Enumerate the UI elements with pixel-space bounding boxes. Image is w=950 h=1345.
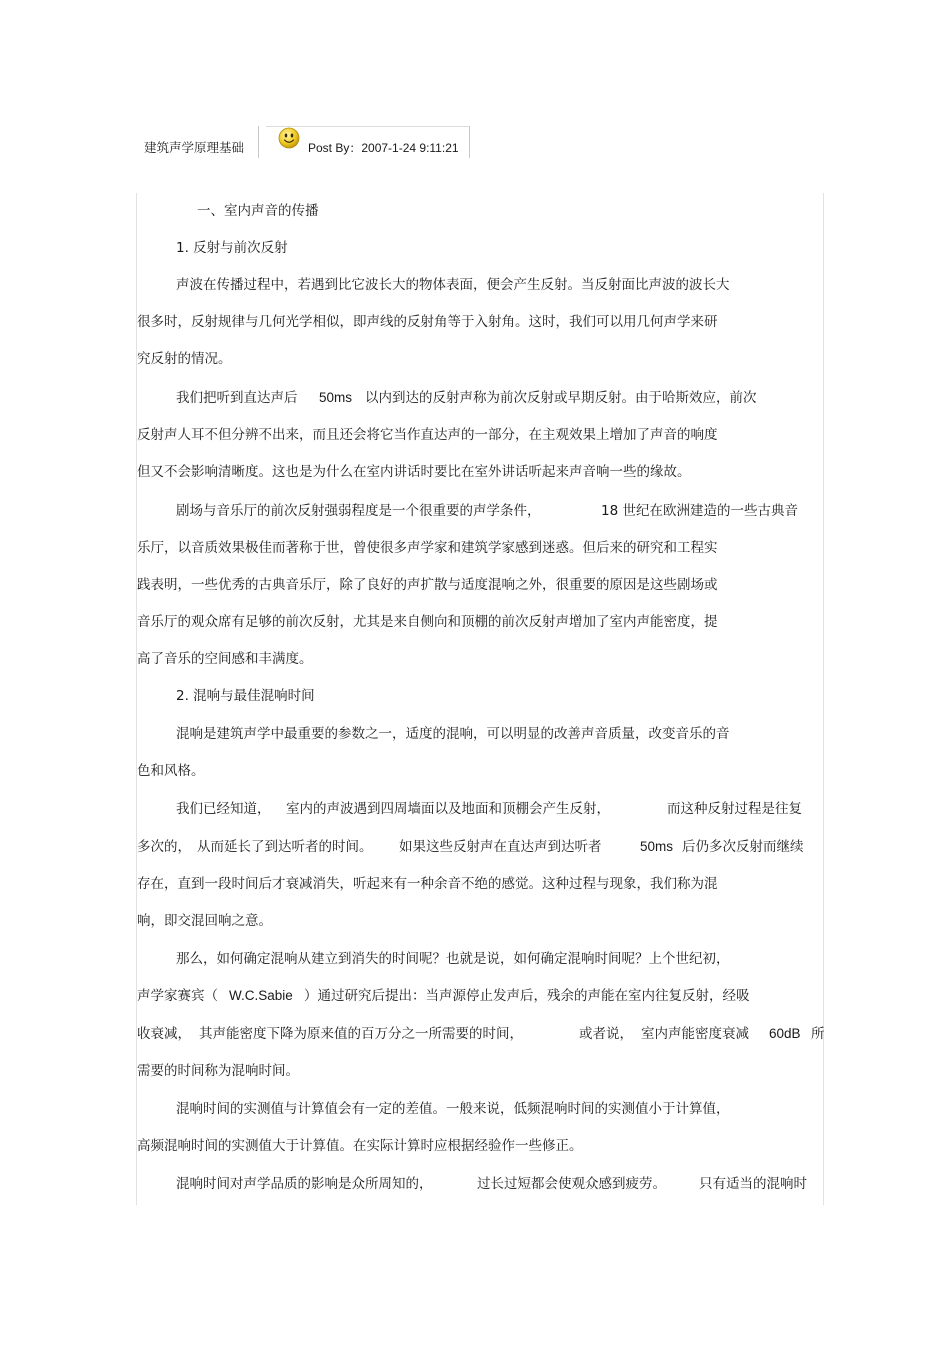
- paragraph-line: 混响时间的实测值与计算值会有一定的差值。一般来说，低频混响时间的实测值小于计算值，: [176, 1101, 730, 1117]
- paragraph-value: 50ms: [319, 390, 353, 405]
- subsection-title-2: 2. 混响与最佳混响时间: [176, 688, 315, 704]
- paragraph-line: 色和风格。: [137, 763, 205, 779]
- paragraph-line: 室内的声波遇到四周墙面以及地面和顶棚会产生反射，: [286, 801, 610, 817]
- paragraph-line: 反射声人耳不但分辨不出来，而且还会将它当作直达声的一部分，在主观效果上增加了声音的响度: [137, 427, 718, 443]
- post-meta-cell: [266, 126, 470, 158]
- paragraph-line: 从而延长了到达听者的时间。: [197, 839, 373, 855]
- paragraph-value: 60dB: [769, 1026, 801, 1041]
- paragraph-value: W.C.Sabie: [229, 988, 293, 1003]
- article-body: [136, 193, 824, 1205]
- paragraph-line: 多次的，: [137, 839, 191, 855]
- post-title-cell: [136, 126, 259, 158]
- paragraph-line: ）通过研究后提出：当声源停止发声后，残余的声能在室内往复反射，经吸: [304, 988, 750, 1004]
- paragraph-line: 如果这些反射声在直达声到达听者: [399, 839, 602, 855]
- paragraph-line: 乐厅，以音质效果极佳而著称于世，曾使很多声学家和建筑学家感到迷惑。但后来的研究和工程实: [137, 540, 718, 556]
- paragraph-line: 剧场与音乐厅的前次反射强弱程度是一个很重要的声学条件，: [176, 503, 541, 519]
- paragraph-line: 过长过短都会使观众感到疲劳。: [477, 1176, 666, 1192]
- post-by-text: Post By：2007-1-24 9:11:21: [308, 141, 459, 155]
- paragraph-line: 但又不会影响清晰度。这也是为什么在室内讲话时要比在室外讲话听起来声音响一些的缘故。: [137, 464, 691, 480]
- paragraph-line: 声学家赛宾（: [137, 988, 218, 1004]
- paragraph-line: 其声能密度下降为原来值的百万分之一所需要的时间，: [199, 1026, 523, 1042]
- paragraph-value: 50ms: [640, 839, 674, 854]
- paragraph-line: 以内到达的反射声称为前次反射或早期反射。由于哈斯效应，前次: [365, 390, 757, 406]
- paragraph-line: 高了音乐的空间感和丰满度。: [137, 651, 313, 667]
- section-heading: 一、室内声音的传播: [197, 203, 319, 219]
- paragraph-line: 践表明，一些优秀的古典音乐厅，除了良好的声扩散与适度混响之外，很重要的原因是这些剧场或: [137, 577, 718, 593]
- paragraph-line: 很多时，反射规律与几何光学相似，即声线的反射角等于入射角。这时，我们可以用几何声学来研: [137, 314, 718, 330]
- paragraph-line: 18 世纪在欧洲建造的一些古典音: [601, 503, 798, 519]
- paragraph-line: 所: [811, 1026, 825, 1042]
- paragraph-line: 响，即交混回响之意。: [137, 913, 272, 929]
- paragraph-line: 室内声能密度衰减: [641, 1026, 749, 1042]
- paragraph-line: 而这种反射过程是往复: [667, 801, 802, 817]
- paragraph-line: 需要的时间称为混响时间。: [137, 1063, 299, 1079]
- paragraph-line: 或者说，: [579, 1026, 633, 1042]
- paragraph-line: 混响是建筑声学中最重要的参数之一，适度的混响，可以明显的改善声音质量，改变音乐的音: [176, 726, 730, 742]
- smiley-icon: [278, 127, 300, 149]
- paragraph-line: 只有适当的混响时: [699, 1176, 807, 1192]
- post-header: [136, 126, 470, 158]
- paragraph-line: 那么，如何确定混响从建立到消失的时间呢？也就是说，如何确定混响时间呢？上个世纪初，: [176, 951, 730, 967]
- paragraph-line: 声波在传播过程中，若遇到比它波长大的物体表面，便会产生反射。当反射面比声波的波长大: [176, 277, 730, 293]
- paragraph-line: 音乐厅的观众席有足够的前次反射，尤其是来自侧向和顶棚的前次反射声增加了室内声能密度，提: [137, 614, 718, 630]
- post-title: 建筑声学原理基础: [144, 140, 245, 155]
- paragraph-line: 混响时间对声学品质的影响是众所周知的，: [176, 1176, 433, 1192]
- paragraph-line: 我们把听到直达声后: [176, 390, 298, 406]
- paragraph-line: 高频混响时间的实测值大于计算值。在实际计算时应根据经验作一些修正。: [137, 1138, 583, 1154]
- paragraph-line: 究反射的情况。: [137, 351, 232, 367]
- paragraph-line: 收衰减，: [137, 1026, 191, 1042]
- paragraph-line: 后仍多次反射而继续: [682, 839, 804, 855]
- paragraph-line: 存在，直到一段时间后才衰减消失，听起来有一种余音不绝的感觉。这种过程与现象，我们称为混: [137, 876, 718, 892]
- paragraph-line: 我们已经知道，: [176, 801, 271, 817]
- subsection-title-1: 1. 反射与前次反射: [176, 240, 288, 256]
